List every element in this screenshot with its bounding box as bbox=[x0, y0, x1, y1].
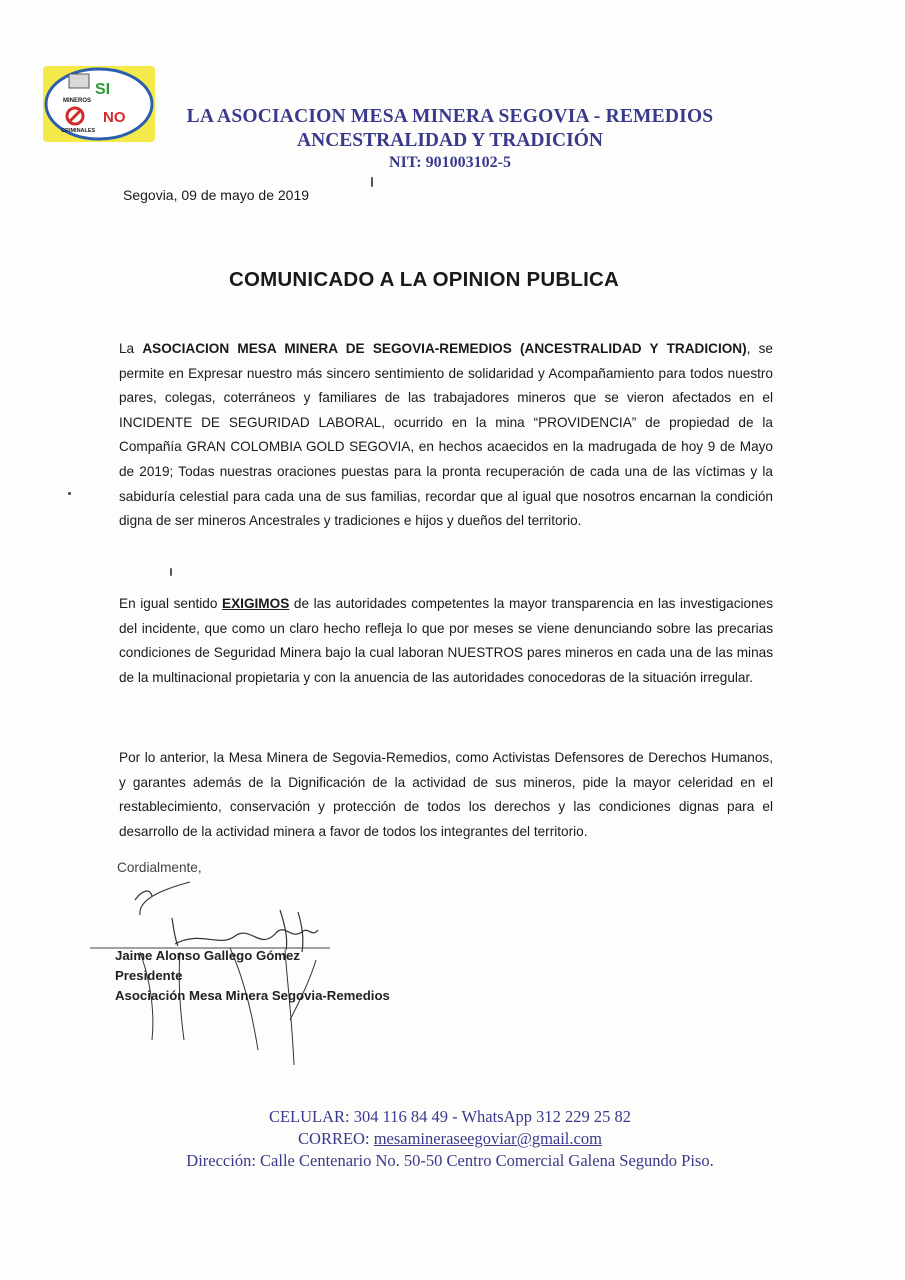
paragraph2-body: de las autoridades competentes la mayor transparencia en las investigaciones del incidente, que como un claro hecho refleja lo que por meses se viene denunciando sobre las precarias condiciones de Seguridad Minera bajo la cual laboran NUESTROS pares mineros en cada una de las minas de la multinacional propietaria y con la anuencia de las autoridades conocedoras de la situación irregular. bbox=[119, 596, 773, 685]
scan-speck bbox=[68, 492, 71, 495]
association-logo bbox=[43, 66, 155, 142]
header-association-name: LA ASOCIACION MESA MINERA SEGOVIA - REMEDIOS bbox=[186, 106, 714, 127]
signatory-name: Jaime Alonso Gallego Gómez bbox=[115, 948, 300, 963]
logo-criminales-text: CRIMINALES bbox=[61, 128, 96, 134]
paragraph1-organization: ASOCIACION MESA MINERA DE SEGOVIA-REMEDIOS (ANCESTRALIDAD Y TRADICION) bbox=[142, 341, 747, 356]
document-title: COMUNICADO A LA OPINION PUBLICA bbox=[229, 268, 619, 291]
paragraph2-lead: En igual sentido bbox=[119, 596, 218, 611]
closing-salutation: Cordialmente, bbox=[117, 860, 202, 875]
footer-address: Dirección: Calle Centenario No. 50-50 Centro Comercial Galena Segundo Piso. bbox=[186, 1151, 714, 1170]
header-nit: NIT: 901003102-5 bbox=[389, 154, 511, 171]
scan-speck bbox=[170, 568, 172, 576]
logo-no-text: NO bbox=[103, 109, 126, 126]
paragraph1-body: , se permite en Expresar nuestro más sincero sentimiento de solidaridad y Acompañamiento para todos nuestro pares, colegas, coterráneos y familiares de las trabajadores mineros que se vieron afectados en el INCIDENTE DE SEGURIDAD LABORAL, ocurrido en la mina “PROVIDENCIA” de propiedad de la Compañía GRAN COLOMBIA GOLD SEGOVIA, en hechos acaecidos en la madrugada de hoy 9 de Mayo de 2019; Todas nuestras oraciones puestas para la pronta recuperación de cada una de las víctimas y la sabiduría celestial para cada una de sus familias, recordar que al igual que nosotros encarnan la condición digna de ser mineros Ancestrales y tradiciones e hijos y dueños del territorio. bbox=[119, 341, 773, 529]
scan-speck bbox=[371, 177, 373, 187]
signatory-organization: Asociación Mesa Minera Segovia-Remedios bbox=[115, 988, 390, 1003]
footer-email-line bbox=[100, 1129, 800, 1149]
footer-email-link[interactable]: mesamineraseegoviar@gmail.com bbox=[373, 1129, 602, 1148]
logo-mineros-text: MINEROS bbox=[63, 98, 92, 104]
signatory-block bbox=[115, 946, 390, 1006]
signatory-role: Presidente bbox=[115, 968, 183, 983]
paragraph-demand bbox=[119, 592, 773, 690]
footer-phone: CELULAR: 304 116 84 49 - WhatsApp 312 229 25 82 bbox=[268, 1107, 632, 1126]
paragraph2-emphasis: EXIGIMOS bbox=[222, 596, 290, 611]
place-date: Segovia, 09 de mayo de 2019 bbox=[123, 187, 310, 203]
header-subtitle: ANCESTRALIDAD Y TRADICIÓN bbox=[297, 130, 603, 151]
footer-email-label: CORREO: bbox=[298, 1129, 370, 1148]
paragraph1-lead: La bbox=[119, 341, 135, 356]
paragraph-solidarity bbox=[119, 337, 773, 534]
logo-emblem-icon bbox=[43, 66, 155, 142]
paragraph-request: Por lo anterior, la Mesa Minera de Segovia-Remedios, como Activistas Defensores de Derechos Humanos, y garantes además de la Dignificación de la actividad de sus mineros, pide la mayor celeridad en el restablecimiento, conservación y protección de todos los derechos y las condiciones dignas para el desarrollo de la actividad minera a favor de todos los integrantes del territorio. bbox=[119, 750, 773, 839]
logo-si-text: SI bbox=[95, 81, 111, 98]
